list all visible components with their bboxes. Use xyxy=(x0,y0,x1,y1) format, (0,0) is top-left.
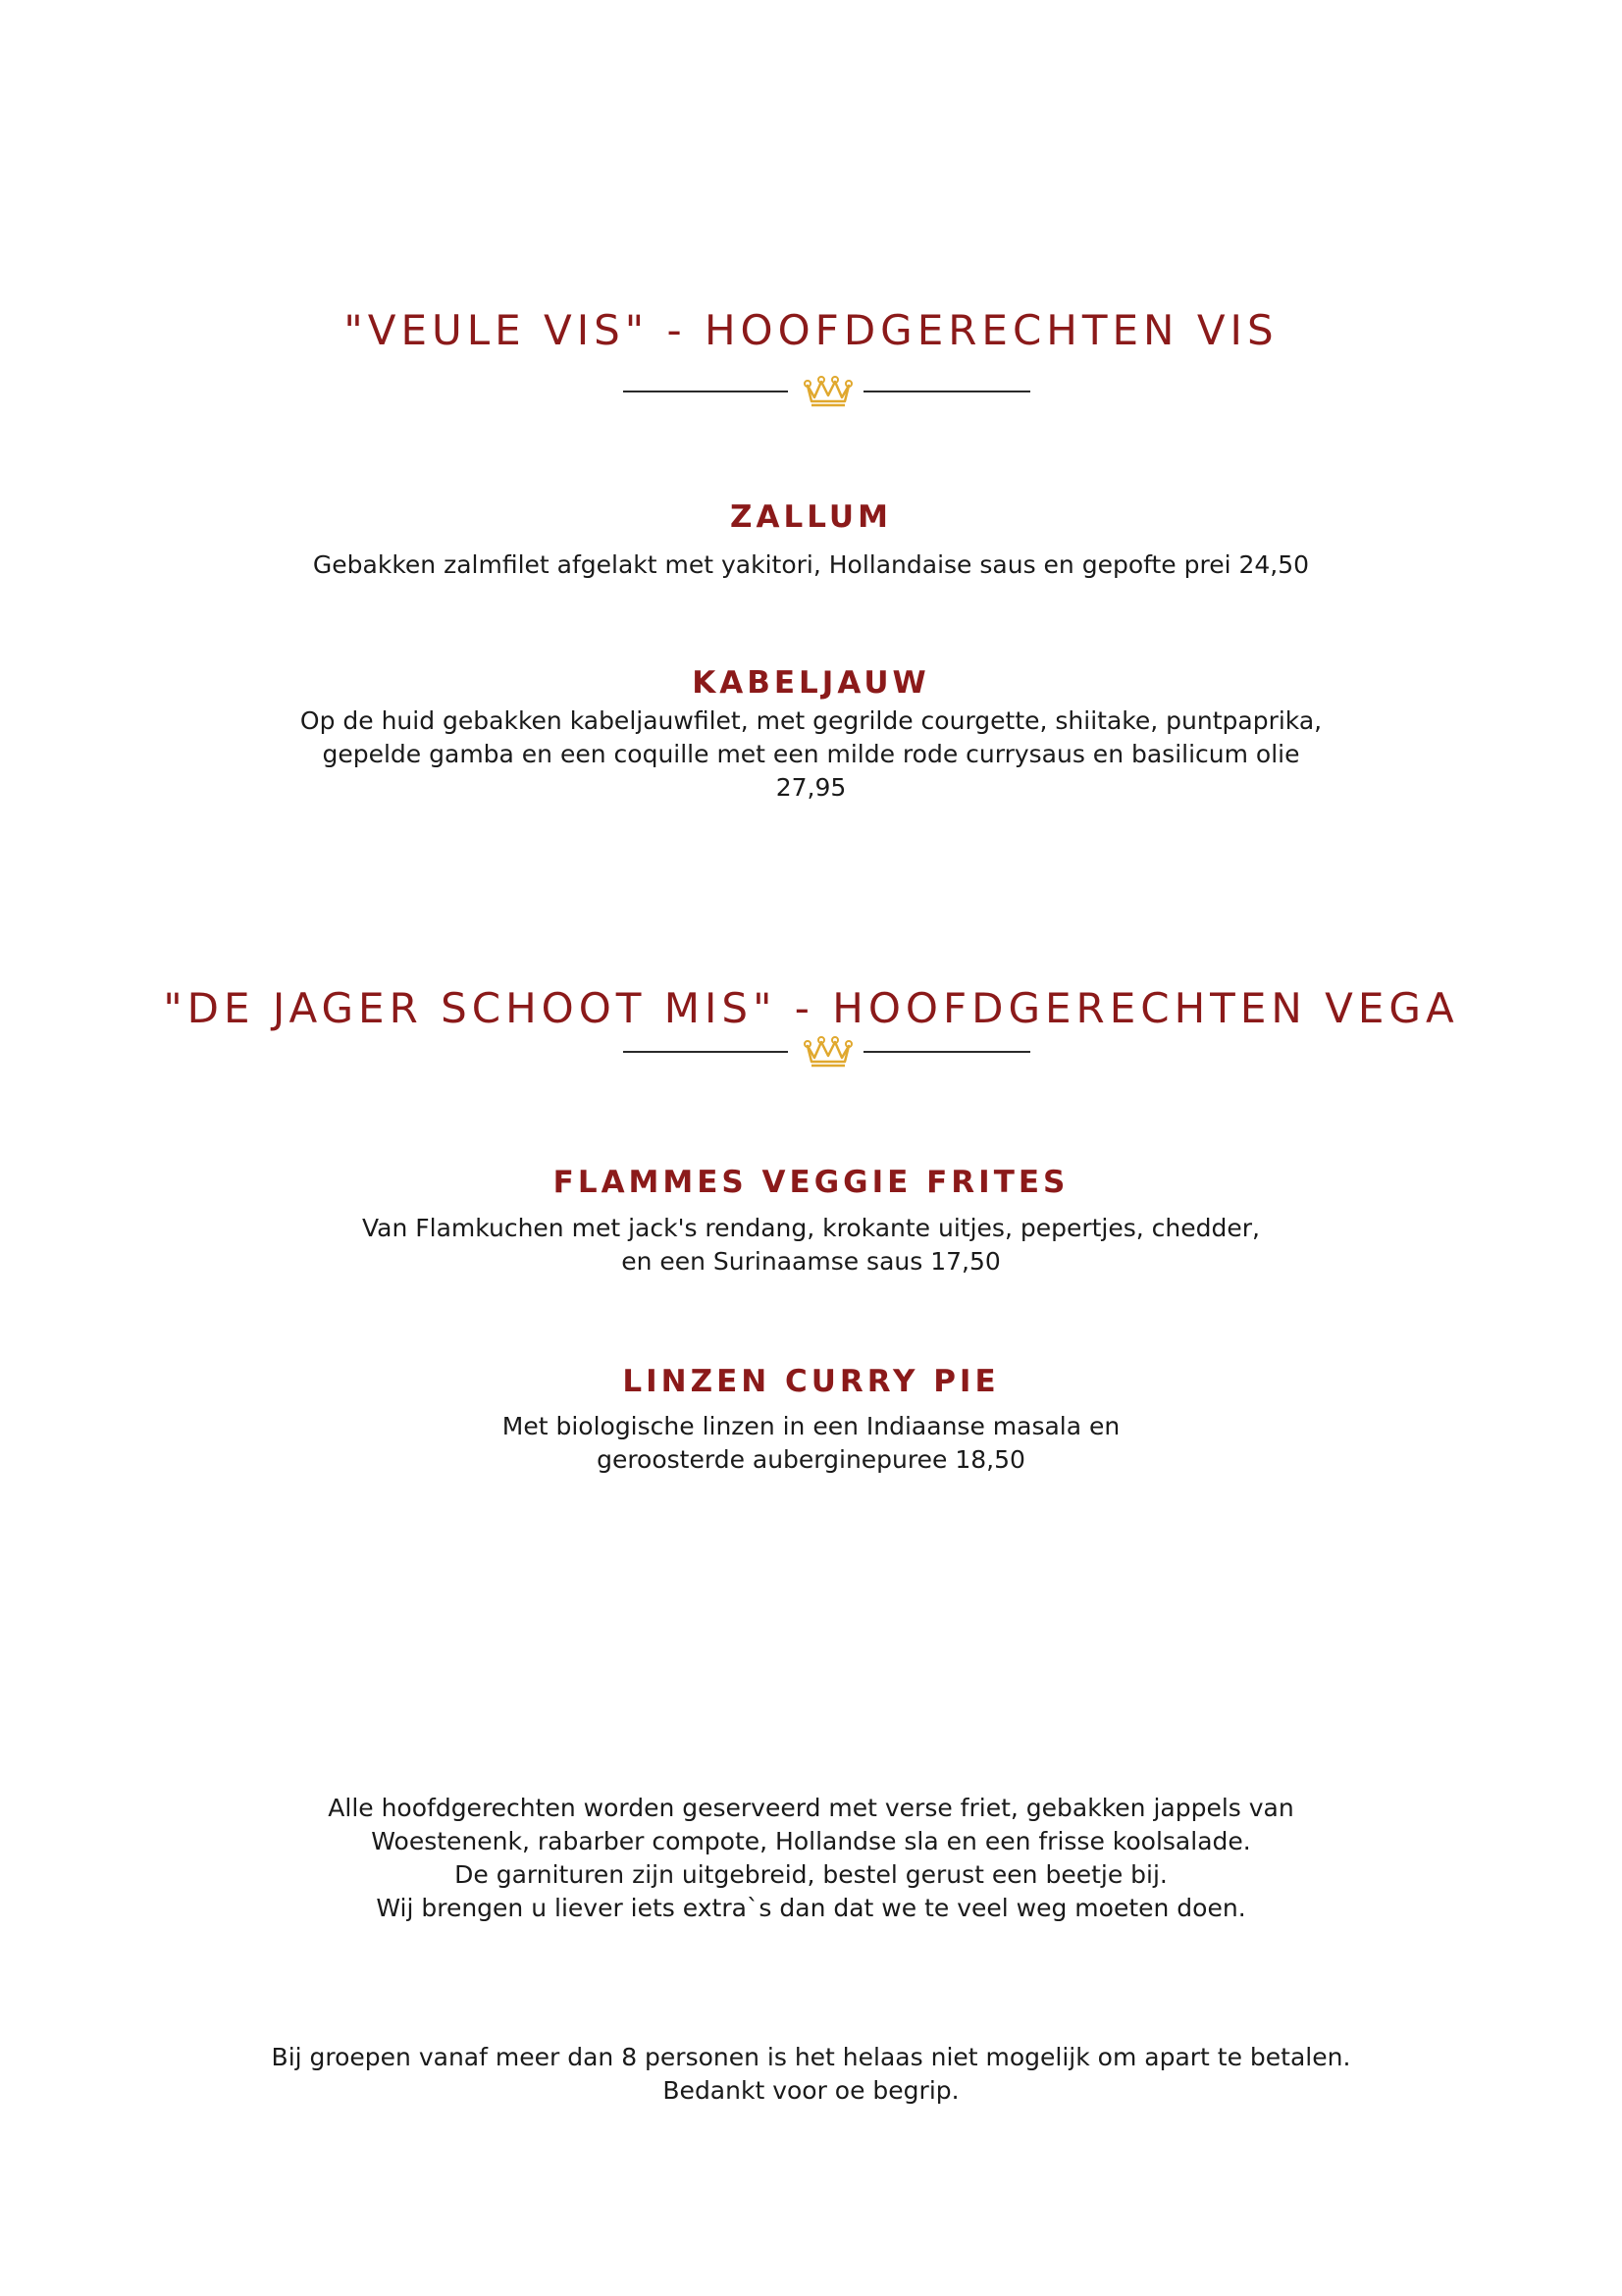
divider-line-right xyxy=(863,1051,1030,1053)
dish-flammes-description xyxy=(0,1212,1622,1278)
dish-name: KABELJAUW xyxy=(692,665,930,701)
section-divider-vega xyxy=(0,1032,1622,1071)
dish-description-line: geroosterde auberginepuree 18,50 xyxy=(597,1445,1025,1474)
note-line: Woestenenk, rabarber compote, Hollandse sla en een frisse koolsalade. xyxy=(371,1827,1251,1855)
note-line: De garnituren zijn uitgebreid, bestel gerust een beetje bij. xyxy=(454,1860,1168,1889)
dish-zallum xyxy=(0,499,1622,535)
dish-kabeljauw xyxy=(0,665,1622,701)
divider-line-right xyxy=(863,391,1030,392)
dish-kabeljauw-description xyxy=(0,704,1622,805)
dish-name: LINZEN CURRY PIE xyxy=(622,1364,1000,1399)
dish-description-line: Van Flamkuchen met jack's rendang, krokante uitjes, pepertjes, chedder, xyxy=(362,1214,1260,1242)
dish-description-line: Op de huid gebakken kabeljauwfilet, met gegrilde courgette, shiitake, puntpaprika, xyxy=(299,706,1323,735)
dish-description-line: Gebakken zalmfilet afgelakt met yakitori, Hollandaise saus en gepofte prei 24,50 xyxy=(312,550,1310,579)
dish-linzen-description xyxy=(0,1410,1622,1477)
note-line: Wij brengen u liever iets extra`s dan dat we te veel weg moeten doen. xyxy=(376,1894,1246,1922)
divider-line-left xyxy=(623,1051,788,1053)
dish-flammes-veggie-frites xyxy=(0,1165,1622,1200)
section-divider-vis xyxy=(0,372,1622,411)
section-title-vega: "DE JAGER SCHOOT MIS" - HOOFDGERECHTEN VEGA xyxy=(163,984,1459,1032)
section-vis-header xyxy=(0,306,1622,354)
dish-name: FLAMMES VEGGIE FRITES xyxy=(552,1165,1070,1200)
dish-name: ZALLUM xyxy=(730,499,892,535)
crown-icon xyxy=(802,374,855,409)
dish-description-line: gepelde gamba en een coquille met een milde rode currysaus en basilicum olie xyxy=(322,740,1300,768)
dish-price: 27,95 xyxy=(775,773,847,802)
divider-line-left xyxy=(623,391,788,392)
note-line: Bij groepen vanaf meer dan 8 personen is het helaas niet mogelijk om apart te betalen. xyxy=(271,2043,1351,2071)
note-line: Alle hoofdgerechten worden geserveerd met verse friet, gebakken jappels van xyxy=(328,1794,1294,1822)
garnish-note xyxy=(0,1792,1622,1925)
note-line: Bedankt voor oe begrip. xyxy=(662,2076,960,2105)
group-payment-note xyxy=(0,2041,1622,2108)
dish-description-line: Met biologische linzen in een Indiaanse masala en xyxy=(501,1412,1121,1440)
dish-zallum-description xyxy=(0,548,1622,582)
section-title-vis: "VEULE VIS" - HOOFDGERECHTEN VIS xyxy=(343,306,1279,354)
crown-icon xyxy=(802,1034,855,1070)
dish-linzen-curry-pie xyxy=(0,1364,1622,1399)
dish-description-line: en een Surinaamse saus 17,50 xyxy=(621,1247,1001,1276)
section-vega-header xyxy=(0,984,1622,1032)
